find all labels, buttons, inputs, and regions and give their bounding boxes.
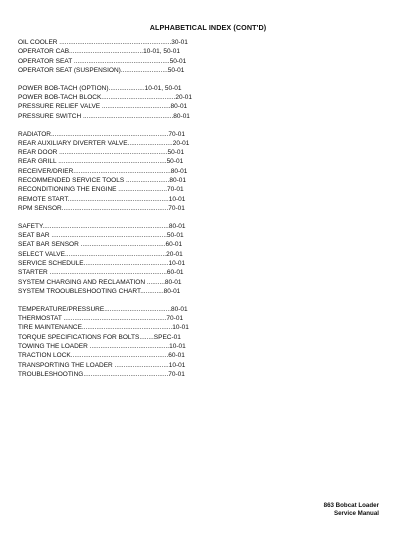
index-entry: TIRE MAINTENANCE..................................................10-01 [18, 324, 189, 332]
index-entry: TORQUE SPECIFICATIONS FOR BOLTS........SPEC-01 [18, 333, 181, 341]
index-entry: TOWING THE LOADER ............................................10-01 [18, 342, 186, 350]
index-entry: PRESSURE RELIEF VALVE ......................................80-01 [18, 103, 188, 111]
index-entry: SEAT BAR SENSOR ...............................................60-01 [18, 241, 183, 249]
page-footer [324, 502, 379, 518]
index-entry: SERVICE SCHEDULE...............................................10-01 [18, 260, 186, 268]
index-entry: RECONDITIONING THE ENGINE ...........................70-01 [18, 186, 184, 194]
index-entry: OPERATOR CAB.........................................10-01, 50-01 [18, 48, 180, 56]
alphabetical-index [18, 38, 193, 388]
index-entry: RECEIVER/DRIER......................................................80-01 [18, 167, 188, 175]
index-entry: SYSTEM TROOUBLESHOOTING CHART.............80-01 [18, 287, 181, 295]
index-entry: SAFETY......................................................................80-01 [18, 222, 186, 230]
index-entry: SELECT VALVE........................................................20-01 [18, 250, 183, 258]
index-entry: SYSTEM CHARGING AND RECLAMATION ..........80-01 [18, 278, 182, 286]
page-title: ALPHABETICAL INDEX (CONT'D) [149, 23, 267, 32]
index-entry: TRANSPORTING THE LOADER ..............................10-01 [18, 361, 186, 369]
footer-model: 863 Bobcat Loader [323, 502, 379, 509]
footer-manual-name: Service Manual [333, 510, 379, 517]
index-entry: SEAT BAR ................................................................50-01 [18, 232, 184, 240]
index-group-p [18, 84, 193, 121]
index-entry: POWER BOB-TACH (OPTION)....................10-01, 50-01 [18, 84, 182, 92]
index-entry: REAR AUXILIARY DIVERTER VALVE.........................20-01 [18, 139, 190, 147]
index-entry: OIL COOLER ..............................................................30-01 [18, 39, 188, 46]
index-entry: OPERATOR SEAT .....................................................50-01 [18, 57, 187, 65]
index-entry: TROUBLESHOOTING...............................................70-01 [18, 370, 185, 378]
index-entry: TEMPERATURE/PRESSURE.....................................80-01 [18, 305, 188, 313]
index-entry: THERMOSTAT .........................................................70-01 [18, 315, 184, 323]
index-group-r [18, 130, 193, 214]
index-entry: REAR DOOR ............................................................50-01 [18, 149, 185, 157]
index-entry: PRESSURE SWITCH ..................................................80-01 [18, 112, 190, 120]
index-entry: RPM SENSOR...........................................................70-01 [18, 204, 185, 212]
index-entry: REMOTE START........................................................10-01 [18, 195, 186, 203]
index-group-t [18, 305, 193, 379]
index-entry: POWER BOB-TACH BLOCK.........................................20-01 [18, 94, 192, 102]
index-entry: REAR GRILL ............................................................50-01 [18, 158, 184, 166]
index-entry: STARTER .................................................................60-01 [18, 269, 184, 277]
index-entry: TRACTION LOCK......................................................60-01 [18, 352, 185, 360]
index-group-o [18, 38, 193, 75]
index-entry: RECOMMENDED SERVICE TOOLS ........................80-01 [18, 177, 186, 185]
index-entry: RADIATOR.................................................................70-01 [18, 130, 185, 138]
index-group-s [18, 222, 193, 296]
index-entry: OPERATOR SEAT (SUSPENSION)..........................50-01 [18, 66, 185, 74]
